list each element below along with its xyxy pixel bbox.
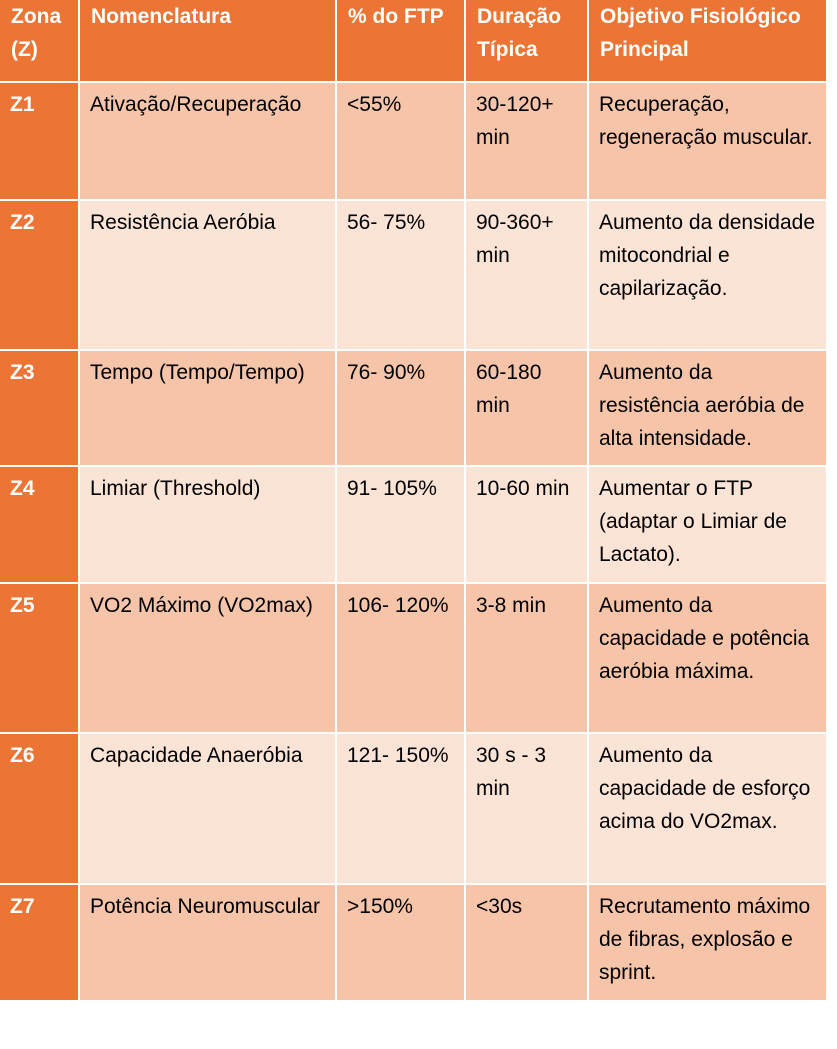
header-row	[0, 0, 826, 83]
zone-objetivo: Aumentar o FTP (adaptar o Limiar de Lactato).	[589, 467, 826, 584]
table-row	[0, 201, 826, 351]
zone-nomenclatura: Tempo (Tempo/Tempo)	[80, 351, 337, 467]
zone-ftp: 56- 75%	[337, 201, 466, 351]
zone-objetivo: Aumento da resistência aeróbia de alta intensidade.	[589, 351, 826, 467]
zone-objetivo: Aumento da capacidade e potência aeróbia máxima.	[589, 584, 826, 734]
zone-nomenclatura: VO2 Máximo (VO2max)	[80, 584, 337, 734]
zone-duracao: 60-180 min	[466, 351, 589, 467]
zone-duracao: <30s	[466, 885, 589, 1002]
table-row	[0, 885, 826, 1002]
zone-duracao: 10-60 min	[466, 467, 589, 584]
header-objetivo: Objetivo Fisiológico Principal	[589, 0, 826, 83]
zone-ftp: 121- 150%	[337, 734, 466, 885]
table-row	[0, 467, 826, 584]
header-duracao: Duração Típica	[466, 0, 589, 83]
zone-nomenclatura: Potência Neuromuscular	[80, 885, 337, 1002]
zone-ftp: 91- 105%	[337, 467, 466, 584]
zone-label: Z6	[0, 734, 80, 885]
zone-label: Z5	[0, 584, 80, 734]
zone-label: Z7	[0, 885, 80, 1002]
zone-objetivo: Aumento da capacidade de esforço acima do VO2max.	[589, 734, 826, 885]
table-row	[0, 351, 826, 467]
zone-ftp: 106- 120%	[337, 584, 466, 734]
zone-objetivo: Recuperação, regeneração muscular.	[589, 83, 826, 201]
zone-duracao: 90-360+ min	[466, 201, 589, 351]
zone-duracao: 3-8 min	[466, 584, 589, 734]
zone-nomenclatura: Resistência Aeróbia	[80, 201, 337, 351]
zone-label: Z3	[0, 351, 80, 467]
zone-nomenclatura: Ativação/Recuperação	[80, 83, 337, 201]
zone-objetivo: Recrutamento máximo de fibras, explosão e sprint.	[589, 885, 826, 1002]
zone-duracao: 30-120+ min	[466, 83, 589, 201]
header-ftp: % do FTP	[337, 0, 466, 83]
table-row	[0, 83, 826, 201]
table-row	[0, 584, 826, 734]
zone-label: Z4	[0, 467, 80, 584]
zone-label: Z1	[0, 83, 80, 201]
zone-objetivo: Aumento da densidade mitocondrial e capilarização.	[589, 201, 826, 351]
table-row	[0, 734, 826, 885]
zone-nomenclatura: Limiar (Threshold)	[80, 467, 337, 584]
zone-nomenclatura: Capacidade Anaeróbia	[80, 734, 337, 885]
zone-label: Z2	[0, 201, 80, 351]
zone-duracao: 30 s - 3 min	[466, 734, 589, 885]
zone-ftp: >150%	[337, 885, 466, 1002]
zone-ftp: <55%	[337, 83, 466, 201]
header-zona: Zona (Z)	[0, 0, 80, 83]
zone-ftp: 76- 90%	[337, 351, 466, 467]
header-nomenclatura: Nomenclatura	[80, 0, 337, 83]
